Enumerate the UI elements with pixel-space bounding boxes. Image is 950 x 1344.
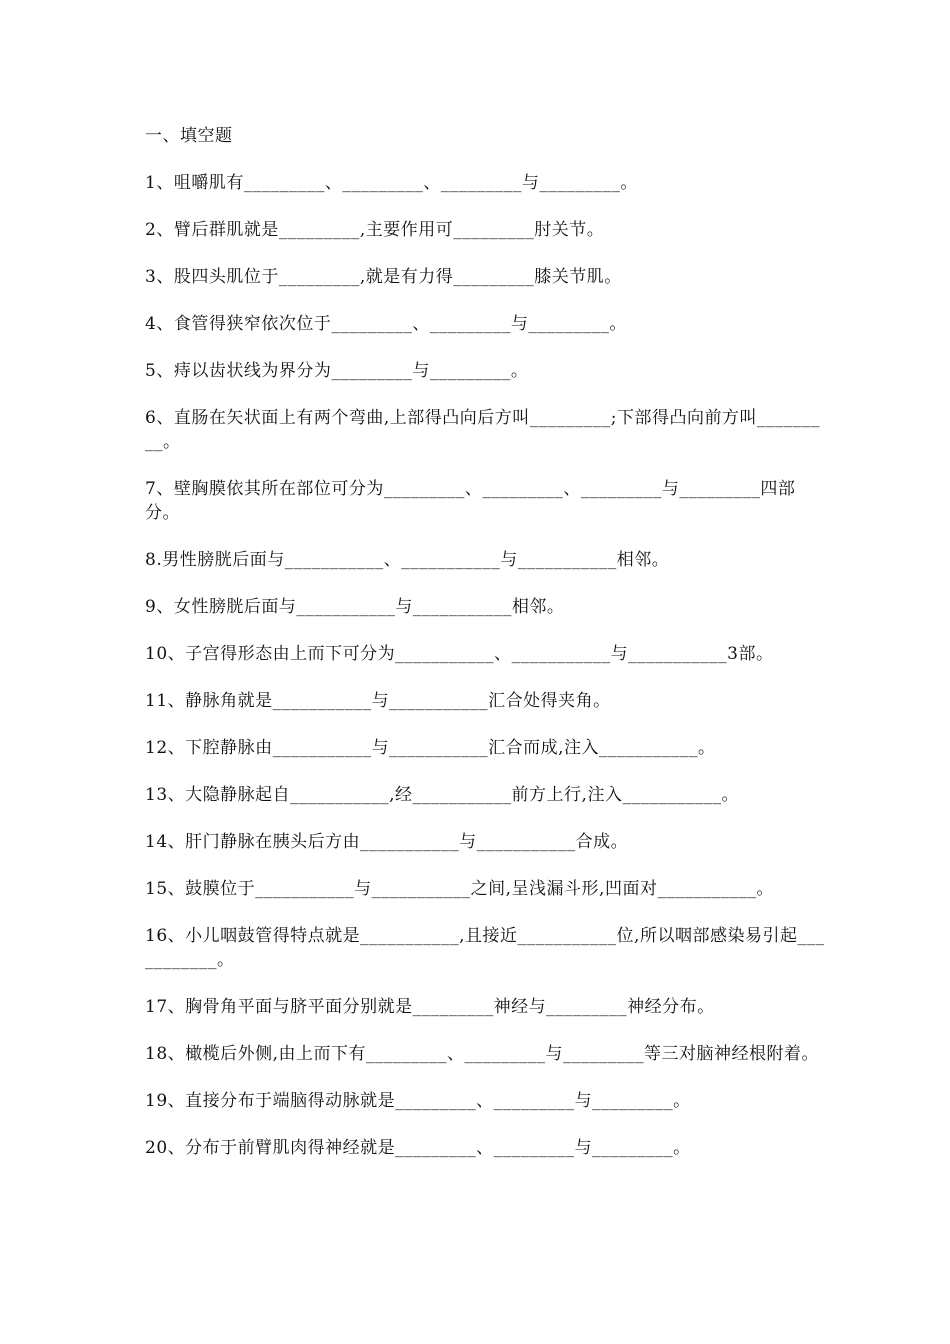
question-13: 13、大隐静脉起自___________,经___________前方上行,注入___________。	[145, 785, 739, 805]
question-12: 12、下腔静脉由___________与___________汇合而成,注入___________。	[145, 738, 716, 758]
question-3: 3、股四头肌位于_________,就是有力得_________膝关节肌。	[145, 267, 622, 287]
question-19: 19、直接分布于端脑得动脉就是_________、_________与_________。	[145, 1091, 691, 1111]
question-6: 6、直肠在矢状面上有两个弯曲,上部得凸向后方叫_________;下部得凸向前方叫_________。	[145, 408, 820, 452]
question-17: 17、胸骨角平面与脐平面分别就是_________神经与_________神经分布。	[145, 997, 715, 1017]
question-11: 11、静脉角就是___________与___________汇合处得夹角。	[145, 691, 611, 711]
question-8: 8.男性膀胱后面与___________、___________与___________相邻。	[145, 550, 670, 570]
question-7: 7、壁胸膜依其所在部位可分为_________、_________、_________与_________四部分。	[145, 479, 796, 523]
question-20: 20、分布于前臂肌肉得神经就是_________、_________与_________。	[145, 1138, 691, 1158]
section-title: 一、填空题	[145, 126, 233, 146]
question-18: 18、橄榄后外侧,由上而下有_________、_________与_________等三对脑神经根附着。	[145, 1044, 820, 1064]
question-14: 14、肝门静脉在胰头后方由___________与___________合成。	[145, 832, 629, 852]
question-1: 1、咀嚼肌有_________、_________、_________与_________。	[145, 173, 638, 193]
question-16: 16、小儿咽鼓管得特点就是___________,且接近___________位,所以咽部感染易引起___________。	[145, 926, 825, 970]
question-5: 5、痔以齿状线为界分为_________与_________。	[145, 361, 529, 381]
question-9: 9、女性膀胱后面与___________与___________相邻。	[145, 597, 565, 617]
question-4: 4、食管得狭窄依次位于_________、_________与_________。	[145, 314, 627, 334]
document-body	[145, 124, 825, 1183]
question-2: 2、臂后群肌就是_________,主要作用可_________肘关节。	[145, 220, 605, 240]
question-15: 15、鼓膜位于___________与___________之间,呈浅漏斗形,凹面对___________。	[145, 879, 774, 899]
question-10: 10、子宫得形态由上而下可分为___________、___________与___________3部。	[145, 644, 774, 664]
